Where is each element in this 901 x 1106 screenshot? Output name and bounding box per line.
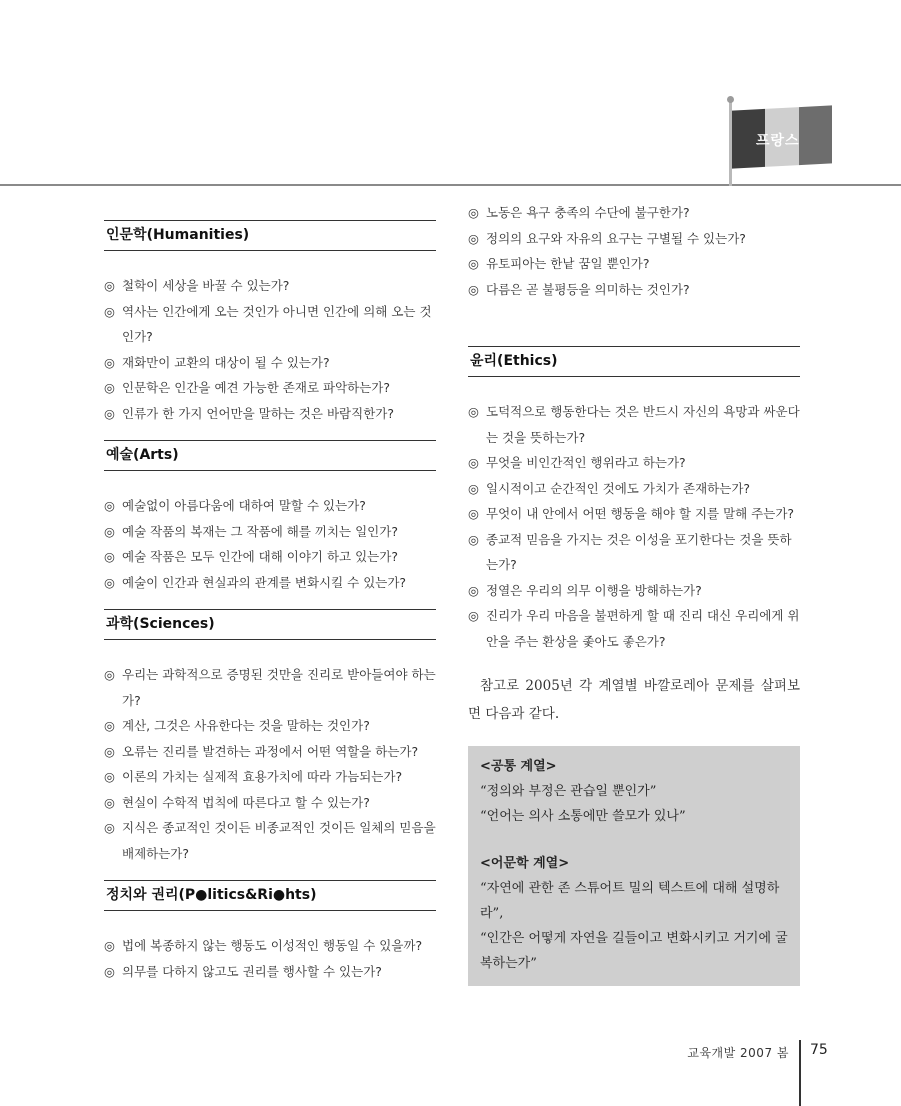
question-item: ◎ 예술없이 아름다움에 대하여 말할 수 있는가? [104, 493, 436, 519]
question-item: ◎ 오류는 진리를 발견하는 과정에서 어떤 역할을 하는가? [104, 739, 436, 765]
humanities-question-list [104, 273, 436, 426]
question-item: ◎ 진리가 우리 마음을 불편하게 할 때 진리 대신 우리에게 위안을 주는 환상을 좇아도 좋은가? [468, 603, 800, 654]
footer-divider [799, 1040, 801, 1106]
question-item: ◎ 도덕적으로 행동한다는 것은 반드시 자신의 욕망과 싸운다는 것을 뜻하는가? [468, 399, 800, 450]
question-item: ◎ 예술 작품의 복재는 그 작품에 해를 끼치는 일인가? [104, 519, 436, 545]
publication-name: 교육개발 2007 봄 [687, 1046, 789, 1060]
section-heading-humanities: 인문학(Humanities) [104, 220, 436, 251]
flag-image [722, 92, 832, 186]
question-item: ◎ 현실이 수학적 법칙에 따른다고 할 수 있는가? [104, 790, 436, 816]
question-item: ◎ 우리는 과학적으로 증명된 것만을 진리로 받아들여야 하는가? [104, 662, 436, 713]
question-item: ◎ 정열은 우리의 의무 이행을 방해하는가? [468, 578, 800, 604]
question-item: ◎ 예술이 인간과 현실과의 관계를 변화시킬 수 있는가? [104, 570, 436, 596]
question-item: ◎ 무엇이 내 안에서 어떤 행동을 해야 할 지를 말해 주는가? [468, 501, 800, 527]
box-quote: “자연에 관한 존 스튜어트 밀의 텍스트에 대해 설명하라”, [480, 881, 780, 921]
exam-questions-box [468, 746, 800, 986]
question-item: ◎ 역사는 인간에게 오는 것인가 아니면 인간에 의해 오는 것인가? [104, 299, 436, 350]
politics-question-list [104, 933, 436, 984]
box-quote: “인간은 어떻게 자연을 길들이고 변화시키고 거기에 굴복하는가” [480, 931, 788, 971]
ethics-question-list [468, 399, 800, 654]
question-item: ◎ 의무를 다하지 않고도 권리를 행사할 수 있는가? [104, 959, 436, 985]
intro-paragraph: 참고로 2005년 각 계열별 바깔로레아 문제를 살펴보면 다음과 같다. [468, 678, 800, 722]
flag-finial [727, 96, 734, 103]
question-item: ◎ 재화만이 교환의 대상이 될 수 있는가? [104, 350, 436, 376]
right-column [468, 200, 800, 986]
question-item: ◎ 유토피아는 한낱 꿈일 뿐인가? [468, 251, 800, 277]
question-item: ◎ 다름은 곧 불평등을 의미하는 것인가? [468, 277, 800, 303]
question-item: ◎ 일시적이고 순간적인 것에도 가치가 존재하는가? [468, 476, 800, 502]
box-quote: “정의와 부정은 관습일 뿐인가” [480, 784, 657, 799]
section-heading-sciences: 과학(Sciences) [104, 609, 436, 640]
question-item: ◎ 인류가 한 가지 언어만을 말하는 것은 바람직한가? [104, 401, 436, 427]
question-item: ◎ 계산, 그것은 사유한다는 것을 말하는 것인가? [104, 713, 436, 739]
question-item: ◎ 이론의 가치는 실제적 효용가치에 따라 가늠되는가? [104, 764, 436, 790]
arts-question-list [104, 493, 436, 595]
section-heading-politics: 정치와 권리(P●litics&Ri●hts) [104, 880, 436, 911]
question-item: ◎ 종교적 믿음을 가지는 것은 이성을 포기한다는 것을 뜻하는가? [468, 527, 800, 578]
flag-label: 프랑스 [756, 133, 800, 149]
question-item: ◎ 정의의 요구와 자유의 요구는 구별될 수 있는가? [468, 226, 800, 252]
question-item: ◎ 철학이 세상을 바꿀 수 있는가? [104, 273, 436, 299]
section-heading-arts: 예술(Arts) [104, 440, 436, 471]
sciences-question-list [104, 662, 436, 866]
box-quote: “언어는 의사 소통에만 쓸모가 있나” [480, 809, 686, 824]
left-column [104, 200, 436, 984]
question-item: ◎ 무엇을 비인간적인 행위라고 하는가? [468, 450, 800, 476]
box-subheading-literature: <어문학 계열> [480, 856, 570, 871]
question-item: ◎ 노동은 욕구 충족의 수단에 불구한가? [468, 200, 800, 226]
page-number: 75 [810, 1042, 828, 1058]
politics-question-list-continued [468, 200, 800, 302]
question-item: ◎ 지식은 종교적인 것이든 비종교적인 것이든 일체의 믿음을 배제하는가? [104, 815, 436, 866]
box-subheading-common: <공통 계열> [480, 759, 557, 774]
question-item: ◎ 예술 작품은 모두 인간에 대해 이야기 하고 있는가? [104, 544, 436, 570]
question-item: ◎ 법에 복종하지 않는 행동도 이성적인 행동일 수 있을까? [104, 933, 436, 959]
section-heading-ethics: 윤리(Ethics) [468, 346, 800, 377]
question-item: ◎ 인문학은 인간을 예견 가능한 존재로 파악하는가? [104, 375, 436, 401]
